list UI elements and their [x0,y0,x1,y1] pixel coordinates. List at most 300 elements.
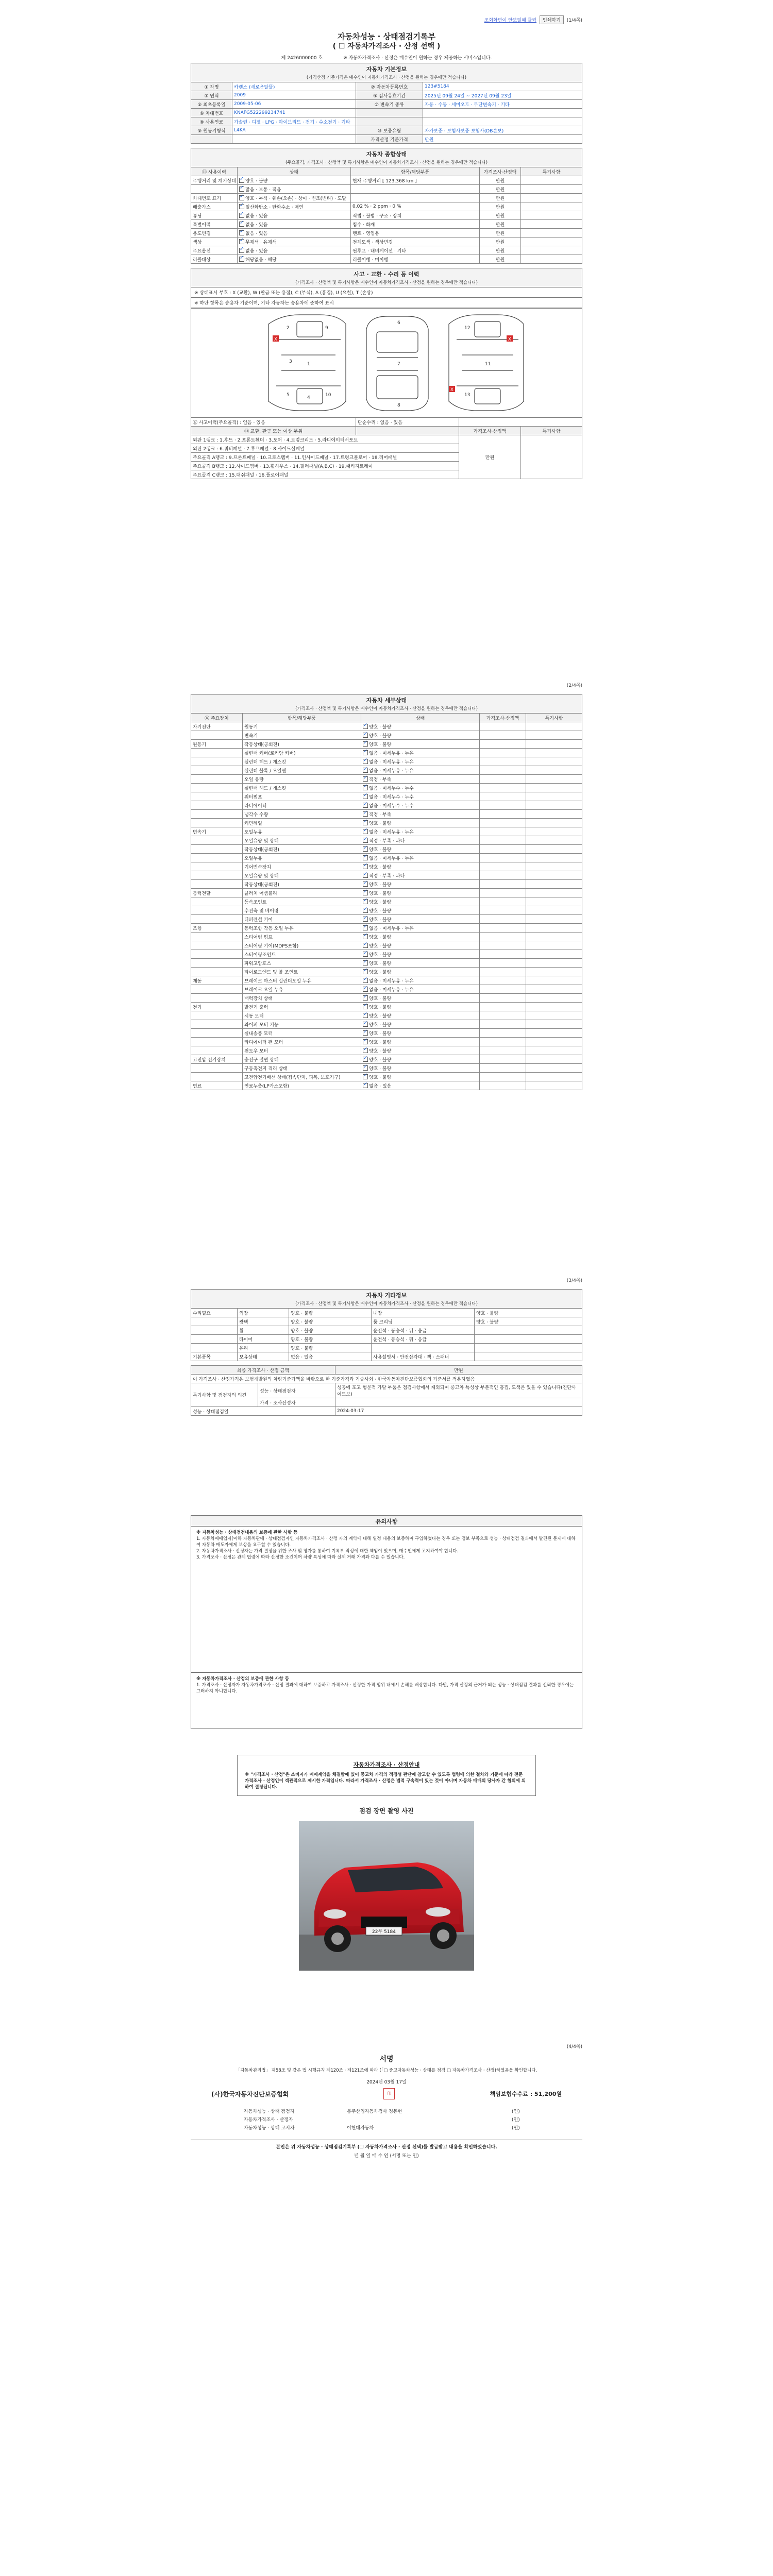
detail-row [191,1020,582,1029]
notes-box-2: ※ 자동차가격조사 · 산정의 보증에 관한 사항 등 1. 가격조사 · 산정자가 자동차가격조사 · 산정 결과에 대하여 보증하고 가격조사 · 산정한 가격 범위 내에서 손해를 배상합니다. 다만, 가격 산정의 근거가 되는 성능 · 상태점검 결과를 신뢰한 경우에는 그러하지 아니합니다. [191,1672,582,1729]
frame-b-row: 주요골격 B랭크 : 12.사이드멤버 · 13.휠하우스 · 14.필러패널(A,B,C) · 19.패키지트레이 [191,462,459,470]
detail-group: 연료 [191,1081,243,1090]
detail-group [191,862,243,871]
detail-state: ✓ 없음 · 미세누유 · 누유 [361,749,480,757]
detail-price [480,1029,526,1038]
checkbox-icon [363,846,368,852]
association-name: (사)한국자동차진단보증협회 [211,2090,289,2098]
help-link[interactable]: 조회화면이 안보일때 클릭 [484,18,537,23]
detail-table [191,713,582,1090]
detail-special [526,941,582,950]
detail-item: 충전구 절연 상태 [243,1055,361,1064]
detail-price [480,1003,526,1011]
detail-state: ✓ 없음 · 미세누유 · 누유 [361,766,480,775]
other-row [191,1309,582,1317]
detail-state: ✓ 양호 · 불량 [361,1011,480,1020]
detail-special [526,959,582,968]
basic-info-label: ⑥ 차대번호 [191,109,232,117]
detail-row [191,731,582,740]
summary-state: ✓ 무채색 · 유채색 [238,238,351,246]
checkbox-icon [363,890,368,895]
detail-header: 상태 [361,714,480,722]
detail-row [191,1055,582,1064]
signature-law: 「자동차관리법」 제58조 및 같은 법 시행규칙 제120조 · 제121조에 따라 (「□ 중고자동차성능 · 상태를 점검 □ 자동차가격조사 · 산정)하였음을 확인합니다. [236,2068,537,2073]
price-guide-text: ※ "가격조사 · 산정"은 소비자가 매매계약을 체결함에 있어 중고차 가격의 적정성 판단에 참고할 수 있도록 법령에 의한 절차와 기준에 따라 전문 가격조사 · 산정인이 객관적으로 제시한 가격입니다. 따라서 가격조사 · 산정은 법적 구속력이 있는 것이 아니며 자동차 매매의 당사자 간 협의에 의하여 결정됩니다. [245,1772,526,1790]
detail-row [191,880,582,889]
detail-state: ✓ 양호 · 불량 [361,1073,480,1081]
detail-state: ✓ 양호 · 불량 [361,1038,480,1046]
checkbox-icon [363,995,368,1001]
summary-special [521,185,582,194]
detail-row [191,950,582,959]
exchange-header: ⑬ 교환, 판금 또는 이상 부위 [191,427,356,435]
checkbox-icon [363,969,368,974]
detail-group: 동력전달 [191,889,243,897]
detail-special [526,976,582,985]
checkbox-icon [363,1065,368,1071]
detail-price [480,740,526,749]
other-group [191,1344,238,1352]
summary-special [521,246,582,255]
other-item-2 [372,1344,475,1352]
basic-info-title: 자동차 기본정보 [191,63,582,74]
basic-info-label-2: ⑩ 보증유형 [356,126,423,135]
summary-detail: 전체도색 · 색상변경 [351,238,480,246]
detail-state: ✓ 양호 · 불량 [361,950,480,959]
fee-label: 책임보험수수료 : 51,200원 [490,2091,562,2097]
other-state: 양호 · 불량 [289,1317,372,1326]
detail-group [191,819,243,827]
summary-price: 만원 [480,211,521,220]
checkbox-icon [363,811,368,817]
checkbox-icon [363,934,368,939]
detail-state: ✓ 양호 · 불량 [361,819,480,827]
damage-marker-label: X [450,387,454,393]
detail-price [480,950,526,959]
detail-group: 전기 [191,1003,243,1011]
other-item-2: 내장 [372,1309,475,1317]
opinion-title: 최종 가격조사 · 산정 금액 [191,1366,335,1375]
checkbox-icon [363,908,368,913]
other-row [191,1344,582,1352]
detail-state: ✓ 없음 · 미세누수 · 누수 [361,801,480,810]
detail-special [526,766,582,775]
detail-row [191,897,582,906]
detail-state: ✓ 양호 · 불량 [361,889,480,897]
detail-item: 발전기 출력 [243,1003,361,1011]
detail-price [480,810,526,819]
detail-price [480,1064,526,1073]
car-damage-diagram [191,308,582,417]
detail-state: ✓ 없음 · 미세누수 · 누수 [361,784,480,792]
detail-price [480,871,526,880]
detail-state: ✓ 양호 · 불량 [361,941,480,950]
detail-special [526,722,582,731]
opinion-table [191,1365,582,1416]
summary-detail: 썬루프 · 내비게이션 · 기타 [351,246,480,255]
detail-state: ✓ 양호 · 불량 [361,862,480,871]
detail-special [526,862,582,871]
other-item: 보유상태 [238,1352,289,1361]
detail-row [191,801,582,810]
summary-table [191,167,582,264]
detail-price [480,1055,526,1064]
checkbox-icon [363,1004,368,1009]
detail-special [526,968,582,976]
basic-info-label-2: 가격산정 기준가격 [356,135,423,144]
panel-number-label: 1 [307,362,310,367]
summary-special [521,255,582,264]
other-state: 없음 · 있음 [289,1352,372,1361]
detail-item: 와이퍼 모터 기능 [243,1020,361,1029]
detail-state: ✓ 양호 · 불량 [361,968,480,976]
damage-marker [273,335,279,342]
basic-info-value: 2009 [232,91,356,100]
association-seal: 印 [383,2088,395,2099]
checkbox-icon [363,750,368,755]
detail-special [526,1064,582,1073]
detail-item: 추진축 및 베어링 [243,906,361,915]
detail-state: ✓ 양호 · 불량 [361,1055,480,1064]
detail-group [191,1073,243,1081]
page-number: (1/4쪽) [566,18,582,23]
detail-item: 윈도우 모터 [243,1046,361,1055]
summary-item: 배출가스 [191,202,238,211]
detail-state: ✓ 없음 · 미세누유 · 누유 [361,827,480,836]
detail-item: 오일 유량 [243,775,361,784]
detail-special [526,994,582,1003]
detail-state: ✓ 양호 · 불량 [361,880,480,889]
checkbox-icon [239,213,244,218]
detail-special [526,784,582,792]
checkbox-icon [239,204,244,209]
detail-special [526,924,582,933]
checkbox-icon [363,987,368,992]
summary-row [191,176,582,185]
basic-info-value: 가솔린 · 디젤 · LPG · 하이브리드 · 전기 · 수소전기 · 기타 [232,117,356,126]
checkbox-icon [363,794,368,799]
panel-number-label: 10 [325,393,331,398]
detail-row [191,819,582,827]
report-notice: ※ 자동차가격조사 · 산정은 매수인이 원하는 경우 제공하는 서비스입니다. [343,56,492,61]
detail-special [526,1029,582,1038]
report-title: 자동차성능 · 상태점검기록부 [337,32,436,41]
detail-group [191,836,243,845]
summary-item: 주행거리 및 계기상태 [191,176,238,185]
detail-header: 항목/해당부품 [243,714,361,722]
detail-state: ✓ 양호 · 불량 [361,994,480,1003]
note-p4: 1. 가격조사 · 산정자가 자동차가격조사 · 산정 결과에 대하여 보증하고 가격조사 · 산정한 가격 범위 내에서 손해를 배상합니다. 다만, 가격 산정의 근거가 되는 성능 · 상태점검 결과를 신뢰한 경우에는 그러하지 아니합니다. [196,1683,574,1694]
other-table [191,1308,582,1361]
detail-state: ✓ 적정 · 부족 · 과다 [361,871,480,880]
detail-state: ✓ 없음 · 미세누유 · 누유 [361,854,480,862]
summary-header: 가격조사·산정액 [480,167,521,176]
other-state: 양호 · 불량 [289,1344,372,1352]
summary-price: 만원 [480,246,521,255]
checkbox-icon [239,230,244,235]
detail-row [191,784,582,792]
detail-state: ✓ 적정 · 부족 [361,775,480,784]
detail-item: 연료누출(LP가스포함) [243,1081,361,1090]
detail-row [191,1038,582,1046]
summary-state: ✓많음 · 보통 · 적음 [238,185,351,194]
accident-title: 사고 · 교환 · 수리 등 이력 [191,268,582,279]
detail-group [191,906,243,915]
summary-price: 만원 [480,194,521,202]
summary-state: ✓ 양호 · 불량 [238,176,351,185]
detail-row [191,722,582,731]
detail-group [191,749,243,757]
detail-item: 구동축전지 격리 상태 [243,1064,361,1073]
checkbox-icon [363,1030,368,1036]
car-photo-svg [299,1821,474,1971]
detail-row [191,810,582,819]
detail-group [191,897,243,906]
checkbox-icon [363,917,368,922]
detail-price [480,985,526,994]
summary-special [521,211,582,220]
detail-state: ✓ 양호 · 불량 [361,722,480,731]
notes-title: 유의사항 [191,1515,582,1526]
summary-state: ✓ 해당없음 · 해당 [238,255,351,264]
signature-date: 2024년 03월 17일 [366,2080,407,2085]
checkbox-icon [363,724,368,729]
detail-state: ✓ 양호 · 불량 [361,845,480,854]
detail-group [191,941,243,950]
detail-item: 실린더 블록 / 오일팬 [243,766,361,775]
other-subtitle: (가격조사 · 산정액 및 특기사항은 매수인이 자동차가격조사 · 산정을 원하는 경우에만 적습니다) [191,1300,582,1308]
basic-info-label: ① 차명 [191,82,232,91]
detail-price [480,1073,526,1081]
summary-special [521,194,582,202]
summary-item: 차대번호 표기 [191,194,238,202]
simple-repair: 단순수리 : 없음 · 있음 [356,418,459,427]
summary-special [521,229,582,238]
detail-group [191,757,243,766]
basic-info-value: L4KA [232,126,356,135]
detail-state: ✓ 양호 · 불량 [361,959,480,968]
detail-item: 오일유량 및 상태 [243,836,361,845]
detail-group [191,994,243,1003]
accident-history: ⑫ 사고이력(주요골격) : 없음 · 있음 [191,418,356,427]
basic-info-value-2: 123#5184 [423,82,582,91]
summary-detail: 침수 · 화재 [351,220,480,229]
summary-state: ✓ 없음 · 있음 [238,246,351,255]
inspection-date-value: 2024-03-17 [335,1407,582,1416]
detail-special [526,827,582,836]
detail-item: 브레이크 마스터 실린더오일 누유 [243,976,361,985]
detail-price [480,722,526,731]
detail-item: 스티어링조인트 [243,950,361,959]
damage-marker [507,335,513,342]
detail-group [191,766,243,775]
summary-row [191,238,582,246]
basic-info-label: ⑤ 최초등록일 [191,100,232,109]
detail-price [480,792,526,801]
summary-row [191,185,582,194]
special-label: 특기사항 및 점검자의 의견 [191,1383,258,1407]
detail-price [480,827,526,836]
checkbox-icon [239,195,244,200]
detail-item: 작동상태(공회전) [243,880,361,889]
summary-item: 리콜대상 [191,255,238,264]
other-state-2 [475,1344,582,1352]
panel-number-label: 7 [397,362,400,367]
summary-row [191,246,582,255]
detail-price [480,915,526,924]
basic-info-value-2: 2025년 09월 24일 ~ 2027년 09월 23일 [423,91,582,100]
detail-item: 실내송풍 모터 [243,1029,361,1038]
summary-price: 만원 [480,185,521,194]
detail-special [526,810,582,819]
detail-item: 작동상태(공회전) [243,845,361,854]
basic-info-row [191,117,582,126]
checkbox-icon [239,187,244,192]
detail-state: ✓ 양호 · 불량 [361,731,480,740]
detail-row [191,915,582,924]
detail-item: 타이로드엔드 및 볼 조인트 [243,968,361,976]
detail-special [526,897,582,906]
symbols-legend: ※ 상태표시 부호 : X (교환), W (판금 또는 용접), C (부식), A (흠집), U (요철), T (손상) [191,287,582,298]
other-title: 자동차 기타정보 [191,1289,582,1300]
detail-item: 변속기 [243,731,361,740]
summary-row [191,211,582,220]
summary-detail [351,185,480,194]
detail-price [480,906,526,915]
other-state-2: 양호 · 불량 [475,1309,582,1317]
checkbox-icon [363,1022,368,1027]
buyer-confirm: 본인은 위 자동차성능 · 상태점검기록부 (☐ 자동차가격조사 · 산정 선택)를 발급받고 내용을 확인하였습니다. [191,2140,582,2150]
summary-price: 만원 [480,229,521,238]
other-item: 외장 [238,1309,289,1317]
exchange-special-header: 특기사항 [521,427,582,435]
checkbox-icon [239,239,244,244]
checkbox-icon [363,873,368,878]
detail-special [526,845,582,854]
detail-subtitle: (가격조사 · 산정액 및 특기사항은 매수인이 자동차가격조사 · 산정을 원하는 경우에만 적습니다) [191,705,582,713]
detail-group: 변속기 [191,827,243,836]
basic-info-row [191,135,582,144]
detail-row [191,740,582,749]
detail-group [191,731,243,740]
detail-row [191,1046,582,1055]
checkbox-icon [363,1039,368,1044]
top-bar [484,15,582,24]
detail-price [480,862,526,871]
detail-item: 라디에이터 팬 모터 [243,1038,361,1046]
checkbox-icon [363,1013,368,1018]
photo-title: 점검 장면 촬영 사진 [359,1807,414,1815]
detail-state: ✓ 양호 · 불량 [361,1020,480,1029]
checkbox-icon [363,759,368,764]
special-inspector-text: 성공에 포고 형문적 가탈 부품은 점검사항에서 제외되며 중고차 특성상 부분적인 흠집, 도색은 있을 수 있습니다(진단사이드보) [335,1383,582,1398]
detail-state: ✓ 적정 · 부족 · 과다 [361,836,480,845]
detail-state: ✓ 양호 · 불량 [361,933,480,941]
detail-price [480,1038,526,1046]
detail-header: 가격조사·산정액 [480,714,526,722]
accident-table: ⑫ 사고이력(주요골격) : 없음 · 있음 단순수리 : 없음 · 있음 ⑬ 교환, 판금 또는 이상 부위 가격조사·산정액 특기사항 외판 1랭크 : 1.후드 · 2.프론트휀더 · 3.도어 · 4.트렁크리드 · 5.라디에이터서포트 만원 외판 2랭크 : 6.쿼터패널 · 7.루프패널 · 8.사이드실패널 주요골격 A랭크 : 9.프론트패널 · 10.크로스멤버 · 11.인사이드패널 · 17.트렁크플로어 · 18.리어패널 주요골격 B랭크 : 12.사이드멤버 · 13.휠하우스 · 14.필러패널(A,B,C) · 19.패키지트레이 주요골격 C랭크 : 15.대쉬패널 · 16.플로어패널 [191,417,582,479]
print-button[interactable]: 인쇄하기 [540,15,564,24]
signer-table: 자동차성능 · 상태 점검자 봉주산업자동차검사 정봉현 (인) 자동차가격조사 · 산정자 (인) 자동차성능 · 상태 고지자 이현대자동차 (인) [244,2109,520,2131]
exchange-price-header: 가격조사·산정액 [459,427,521,435]
other-state: 양호 · 불량 [289,1309,372,1317]
other-group: 기본품목 [191,1352,238,1361]
checkbox-icon [363,864,368,869]
detail-group [191,1020,243,1029]
summary-header: 항목/해당부품 [351,167,480,176]
basic-info-label-2 [356,117,423,126]
summary-header: ⑪ 사용이력 [191,167,238,176]
checkbox-icon [363,820,368,825]
detail-row [191,906,582,915]
basic-info-label-2: ② 자동차등록번호 [356,82,423,91]
detail-special [526,1055,582,1064]
detail-row [191,766,582,775]
basic-info-label: ③ 연식 [191,91,232,100]
detail-row [191,1073,582,1081]
detail-item: 디퍼렌셜 기어 [243,915,361,924]
detail-price [480,731,526,740]
detail-item: 등속조인트 [243,897,361,906]
detail-item: 클러치 어셈블리 [243,889,361,897]
panel-number-label: 4 [307,395,310,400]
detail-row [191,968,582,976]
panel-number-label: 2 [287,326,290,331]
panel-number-label: 13 [464,393,470,398]
detail-price [480,766,526,775]
price-guide-box [237,1755,536,1796]
rank2-row: 외판 2랭크 : 6.쿼터패널 · 7.루프패널 · 8.사이드실패널 [191,444,459,453]
detail-row [191,757,582,766]
detail-price [480,880,526,889]
checkbox-icon [363,829,368,834]
detail-row [191,924,582,933]
detail-price [480,924,526,933]
summary-row [191,194,582,202]
detail-state: ✓ 적정 · 부족 [361,810,480,819]
detail-row [191,985,582,994]
checkbox-icon [363,1083,368,1088]
detail-item: 파워고압호스 [243,959,361,968]
detail-row [191,749,582,757]
detail-state: ✓ 없음 · 미세누유 · 누유 [361,924,480,933]
note-p3: 3. 가격조사 · 산정은 관계 법령에 따라 산정한 조건이며 차량 특성에 따라 실제 거래 가격과 다를 수 있습니다. [196,1555,405,1560]
detail-special [526,1038,582,1046]
detail-price [480,941,526,950]
basic-info-value-2 [423,109,582,117]
detail-group [191,915,243,924]
checkbox-icon [363,1074,368,1079]
detail-special [526,985,582,994]
summary-row [191,229,582,238]
other-row [191,1352,582,1361]
damage-marker [449,386,455,393]
detail-group [191,880,243,889]
summary-special [521,220,582,229]
detail-row [191,933,582,941]
detail-group [191,1029,243,1038]
summary-detail [351,194,480,202]
basic-info-row [191,109,582,117]
detail-row [191,871,582,880]
signature-title: 서명 [379,2055,394,2063]
detail-special [526,836,582,845]
summary-state: ✓ 없음 · 있음 [238,220,351,229]
checkbox-icon [363,899,368,904]
checkbox-icon [363,741,368,747]
basic-info-label: ⑧ 사용연료 [191,117,232,126]
page-number: (4/4쪽) [566,2044,582,2049]
